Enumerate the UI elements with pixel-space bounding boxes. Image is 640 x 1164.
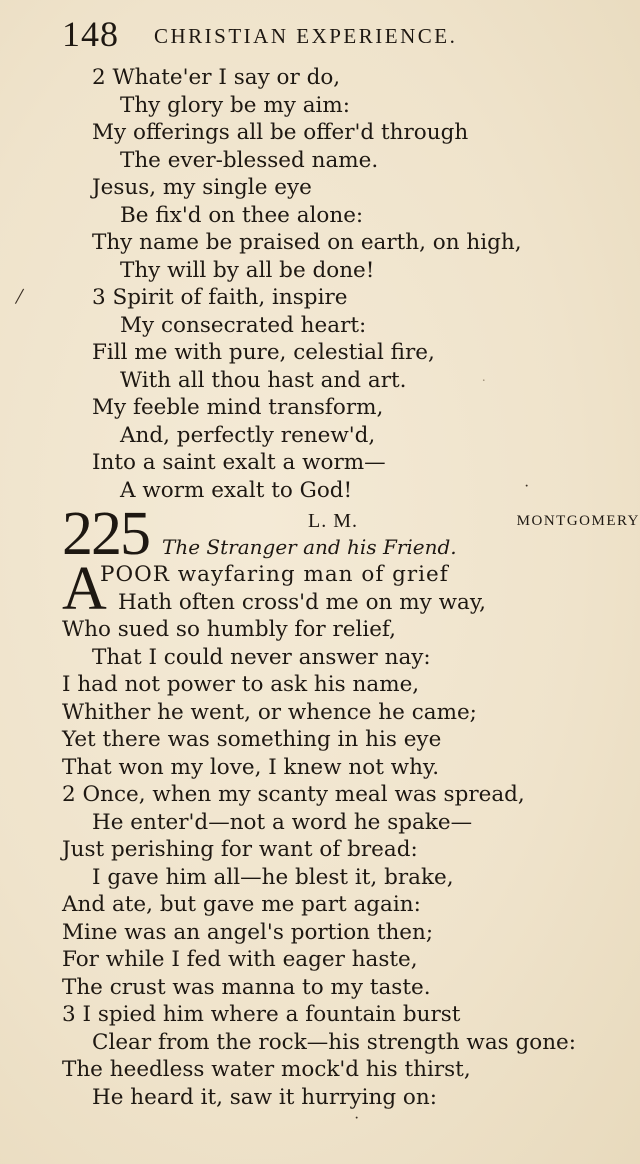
verse-line: The ever-blessed name. xyxy=(120,147,379,173)
verse-line: Mine was an angel's portion then; xyxy=(62,919,434,945)
verse-line: My consecrated heart: xyxy=(120,312,367,338)
speck-mark: . xyxy=(482,370,486,385)
speck-mark: · xyxy=(524,478,530,495)
verse-line: Fill me with pure, celestial fire, xyxy=(92,340,435,365)
verse-line: Jesus, my single eye xyxy=(92,175,312,200)
drop-cap: A xyxy=(62,555,107,623)
speck-mark: · xyxy=(354,1110,360,1127)
verse-line: Who sued so humbly for relief, xyxy=(62,617,396,642)
verse-line: The heedless water mock'd his thirst, xyxy=(62,1057,471,1082)
page-header xyxy=(62,14,532,54)
verse-line: Thy glory be my aim: xyxy=(120,92,351,118)
verse-line: Just perishing for want of bread: xyxy=(62,837,418,862)
verse-line: A worm exalt to God! xyxy=(120,477,353,503)
margin-pencil-mark: / xyxy=(13,283,25,311)
verse-line: He heard it, saw it hurrying on: xyxy=(92,1084,437,1110)
running-head: CHRISTIAN EXPERIENCE. xyxy=(154,24,458,48)
verse-line: And ate, but gave me part again: xyxy=(62,892,421,917)
first-line-text: POOR wayfaring man of grief xyxy=(100,562,449,587)
verse-line: Thy name be praised on earth, on high, xyxy=(92,230,522,255)
verse-line: My feeble mind transform, xyxy=(92,395,384,420)
verse-line: Hath often cross'd me on my way, xyxy=(118,589,486,615)
verse-line: Clear from the rock—his strength was gone: xyxy=(92,1029,577,1055)
verse-line: Whither he went, or whence he came; xyxy=(62,699,477,725)
verse-line: That I could never answer nay: xyxy=(92,644,431,670)
verse-line: Yet there was something in his eye xyxy=(62,727,442,752)
hymn-heading xyxy=(62,500,640,568)
verse-line: And, perfectly renew'd, xyxy=(120,422,376,448)
page-number: 148 xyxy=(62,14,119,54)
verse-line: 2 Once, when my scanty meal was spread, xyxy=(62,782,525,807)
verse-line: Thy will by all be done! xyxy=(120,257,375,283)
verse-line: I had not power to ask his name, xyxy=(62,672,420,697)
verse-line: 3 I spied him where a fountain burst xyxy=(62,1002,461,1027)
hymn-stanzas xyxy=(62,555,632,1111)
verse-line: He enter'd—not a word he spake— xyxy=(92,809,473,835)
verse-line: I gave him all—he blest it, brake, xyxy=(92,864,454,890)
verse-line: My offerings all be offer'd through xyxy=(92,120,469,145)
verse-line: 2 Whate'er I say or do, xyxy=(92,65,341,90)
verse-line: With all thou hast and art. xyxy=(120,367,407,393)
verse-line: 3 Spirit of faith, inspire xyxy=(92,285,348,310)
previous-hymn-stanzas xyxy=(62,64,632,504)
verse-line: Be fix'd on thee alone: xyxy=(120,202,364,228)
hymn-composer: MONTGOMERY xyxy=(516,513,640,529)
hymn-title: The Stranger and his Friend. xyxy=(162,535,457,559)
hymn-number: 225 xyxy=(62,500,149,568)
verse-line: For while I fed with eager haste, xyxy=(62,947,418,972)
verse-line: The crust was manna to my taste. xyxy=(62,974,431,1000)
verse-line: Into a saint exalt a worm— xyxy=(92,450,386,475)
verse-line: That won my love, I knew not why. xyxy=(62,754,440,780)
hymn-meter: L. M. xyxy=(308,510,358,532)
